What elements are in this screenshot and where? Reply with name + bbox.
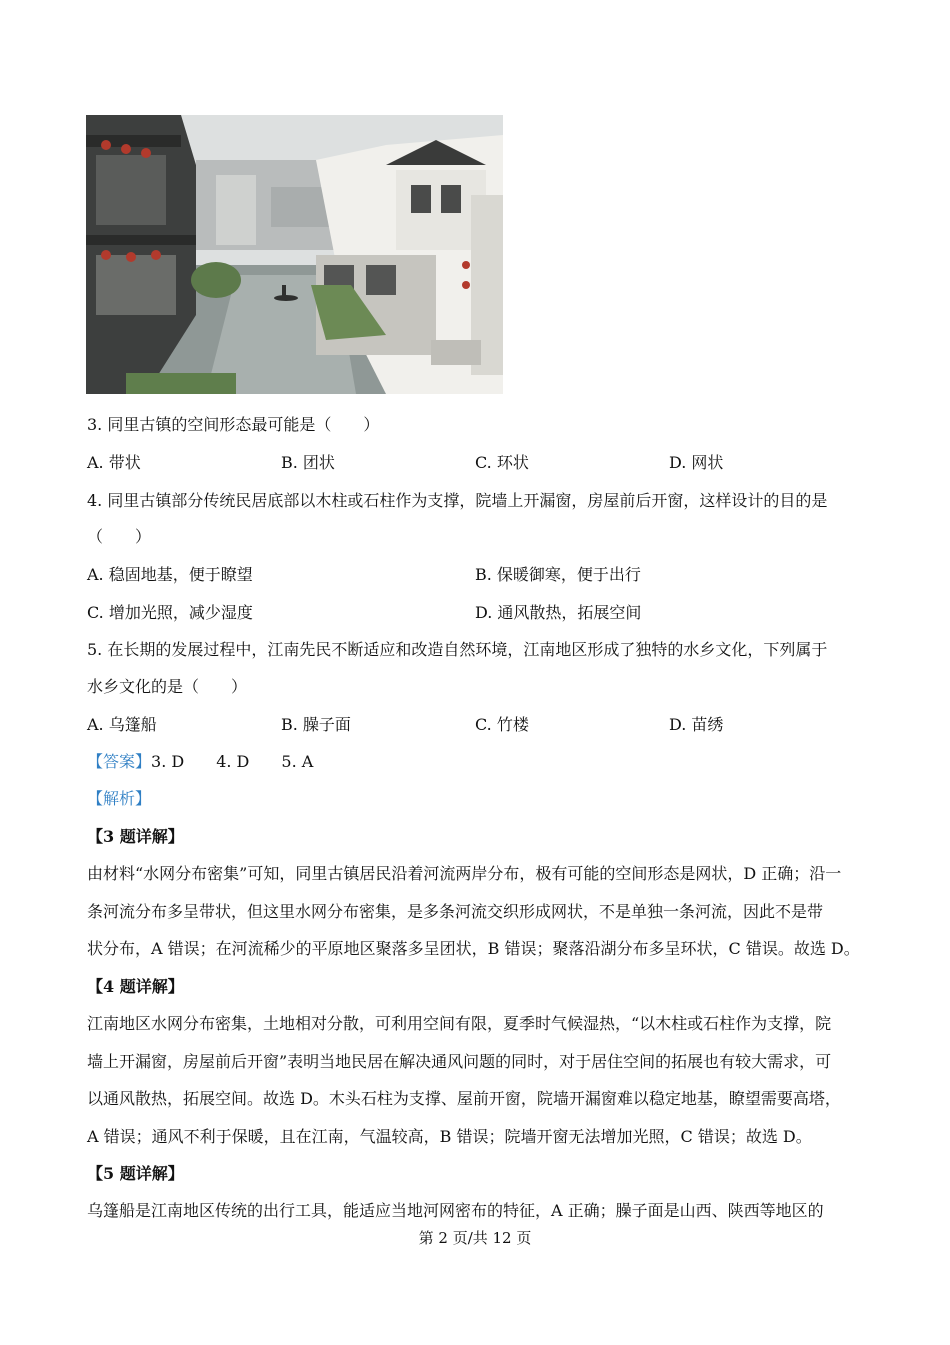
section-4-line: 以通风散热，拓展空间。故选 D。木头石柱为支撑、屋前开窗，院墙开漏窗难以稳定地基，瞭望需要高塔， [87,1089,841,1108]
q5-stem: 5. 在长期的发展过程中，江南先民不断适应和改造自然环境，江南地区形成了独特的水乡文化，下列属于 [87,640,828,659]
answer-item: 3. D [151,752,185,771]
q4-option-d: D. 通风散热，拓展空间 [475,603,642,622]
section-4-line: 江南地区水网分布密集，土地相对分散，可利用空间有限，夏季时气候湿热，“以木柱或石柱作为支撑，院 [87,1014,832,1033]
q4-stem: 4. 同里古镇部分传统民居底部以木柱或石柱作为支撑，院墙上开漏窗，房屋前后开窗，这样设计的目的是 [87,491,828,510]
q3-option-c: C. 环状 [475,453,529,472]
section-3-line: 条河流分布多呈带状，但这里水网分布密集，是多条河流交织形成网状，不是单独一条河流，因此不是带 [87,902,824,921]
q5-option-c: C. 竹楼 [475,715,529,734]
section-heading-4: 【4 题详解】 [87,977,184,996]
section-3-line: 由材料“水网分布密集”可知，同里古镇居民沿着河流两岸分布，极有可能的空间形态是网状，D 正确；沿一 [87,864,842,883]
section-4-line: 墙上开漏窗，房屋前后开窗”表明当地民居在解决通风问题的同时，对于居住空间的拓展也有较大需求，可 [87,1052,832,1071]
q5-stem-cont: 水乡文化的是（ ） [87,677,248,696]
q3-option-d: D. 网状 [669,453,724,472]
water-town-photo [86,115,503,394]
answer-item: 4. D [216,752,250,771]
q3-option-a: A. 带状 [87,453,141,472]
q3-stem: 3. 同里古镇的空间形态最可能是（ ） [87,415,380,434]
q5-option-d: D. 苗绣 [669,715,724,734]
section-3-line: 状分布，A 错误；在河流稀少的平原地区聚落多呈团状，B 错误；聚落沿湖分布多呈环状，C 错误。故选 D。 [87,939,860,958]
section-heading-5: 【5 题详解】 [87,1164,184,1183]
q4-option-c: C. 增加光照，减少湿度 [87,603,253,622]
q5-option-a: A. 乌篷船 [87,715,157,734]
answer-tag: 【答案】 [87,752,152,771]
q4-option-b: B. 保暖御寒，便于出行 [475,565,641,584]
q4-stem-cont: （ ） [87,527,152,546]
q3-option-b: B. 团状 [281,453,335,472]
page-number-footer: 第 2 页/共 12 页 [418,1229,532,1247]
section-4-line: A 错误；通风不利于保暖，且在江南，气温较高，B 错误；院墙开窗无法增加光照，C 错误；故选 D。 [87,1127,812,1146]
section-heading-3: 【3 题详解】 [87,827,184,846]
analysis-tag: 【解析】 [87,789,152,808]
q5-option-b: B. 臊子面 [281,715,351,734]
answer-line [87,751,313,773]
q4-option-a: A. 稳固地基，便于瞭望 [87,565,253,584]
answer-item: 5. A [281,752,314,771]
section-5-line: 乌篷船是江南地区传统的出行工具，能适应当地河网密布的特征，A 正确；臊子面是山西、陕西等地区的 [87,1201,824,1220]
